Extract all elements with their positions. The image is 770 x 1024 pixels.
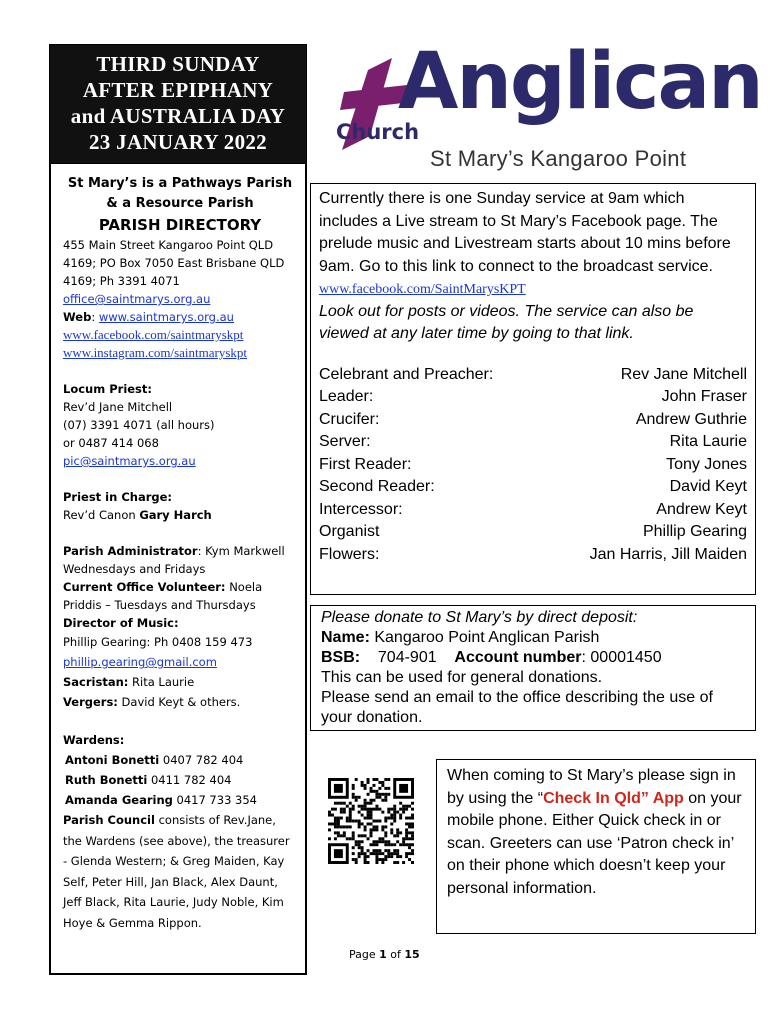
roster-row	[319, 431, 747, 454]
volunteer-label: Current Office Volunteer:	[63, 580, 226, 594]
roster-name: Phillip Gearing	[642, 523, 747, 540]
service-roster	[319, 364, 747, 567]
music-value: Phillip Gearing: Ph 0408 159 473	[63, 635, 253, 649]
roster-row	[319, 454, 747, 477]
roster-row	[319, 521, 747, 544]
admin-days: Wednesdays and Fridays	[63, 562, 206, 576]
account-label: Account number	[454, 649, 582, 666]
roster-role: First Reader:	[319, 455, 412, 473]
roster-role: Flowers:	[319, 545, 380, 563]
warden-row: Ruth Bonetti 0411 782 404	[65, 773, 232, 787]
title-line-1: THIRD SUNDAY	[96, 52, 260, 76]
volunteer-value: Noela Priddis – Tuesdays and Thursdays	[63, 580, 263, 612]
roster-row	[319, 476, 747, 499]
checkin-text-2: on your mobile phone. Either Quick check in or scan. Greeters can use ‘Patron check in’ on their phone which doesn’t keep your personal information.	[447, 789, 742, 897]
web-link[interactable]: www.saintmarys.org.au	[98, 310, 234, 324]
admin-value: : Kym Markwell	[197, 544, 285, 558]
roster-row	[319, 386, 747, 409]
roster-name: Tony Jones	[666, 455, 747, 473]
sacristan-value: Rita Laurie	[128, 675, 195, 689]
roster-name: Rev Jane Mitchell	[620, 365, 747, 383]
warden-row: Amanda Gearing 0417 733 354	[65, 793, 257, 807]
parish-address: 455 Main Street Kangaroo Point QLD 4169; PO Box 7050 East Brisbane QLD 4169; Ph 3391 4071	[63, 238, 285, 288]
locum-phone-1: (07) 3391 4071 (all hours)	[63, 418, 215, 432]
pic-prefix: Rev’d Canon	[63, 508, 140, 522]
page-number: Page 1 of 15	[349, 948, 420, 961]
roster-name: Andrew Keyt	[656, 500, 747, 518]
roster-role: Second Reader:	[319, 478, 435, 495]
roster-name: Jan Harris, Jill Maiden	[589, 545, 747, 563]
locum-name: Rev’d Jane Mitchell	[63, 400, 173, 414]
roster-role: Server:	[319, 433, 371, 450]
roster-role: Crucifer:	[319, 410, 380, 428]
instagram-link[interactable]: www.instagram.com/saintmaryskpt	[63, 345, 248, 360]
locum-label: Locum Priest:	[63, 382, 153, 396]
checkin-text-1: When coming to St Mary’s please sign in by using the “	[447, 767, 736, 807]
pic-label: Priest in Charge:	[63, 490, 173, 504]
roster-name: Rita Laurie	[669, 433, 747, 450]
checkin-app-name: Check In Qld” App	[543, 789, 684, 807]
wardens-label: Wardens:	[63, 733, 125, 747]
donate-line-4: Please send an email to the office describing the use of your donation.	[321, 689, 713, 726]
roster-name: David Keyt	[669, 478, 747, 495]
checkin-box	[436, 759, 756, 934]
logo-church: Church	[336, 120, 420, 144]
locum-email-link[interactable]: pic@saintmarys.org.au	[63, 454, 196, 468]
title-line-4: 23 JANUARY 2022	[89, 130, 267, 154]
roster-row	[319, 409, 747, 432]
music-label: Director of Music:	[63, 616, 179, 630]
donate-line-3: This can be used for general donations.	[321, 669, 603, 686]
parish-council: Parish Council consists of Rev.Jane, the Wardens (see above), the treasurer - Glenda Western; & Greg Maiden, Kay Self, Peter Hill, Jan Black, Alex Daunt, Jeff Black, Rita Laurie, Judy Noble, Kim Hoye & Gemma Rippon.	[63, 813, 290, 930]
account-value: : 00001450	[581, 649, 662, 666]
pathways-line-2: & a Resource Parish	[106, 196, 254, 211]
roster-role: Organist	[319, 523, 380, 540]
title-line-3: and AUSTRALIA DAY	[70, 104, 286, 128]
pathways-line-1: St Mary’s is a Pathways Parish	[67, 176, 293, 191]
donate-heading: Please donate to St Mary’s by direct deposit:	[321, 609, 638, 626]
service-note: Look out for posts or videos. The service can also be viewed at any later time by going to that link.	[319, 302, 694, 342]
facebook-link[interactable]: www.facebook.com/saintmaryskpt	[63, 327, 244, 342]
qr-code-icon[interactable]	[326, 778, 416, 864]
vergers-label: Vergers:	[63, 695, 118, 709]
logo-subtitle: St Mary’s Kangaroo Point	[430, 146, 687, 171]
sacristan-label: Sacristan:	[63, 675, 129, 689]
roster-role: Celebrant and Preacher:	[319, 365, 494, 383]
donate-box	[310, 605, 756, 731]
vergers-value: David Keyt & others.	[117, 695, 241, 709]
web-label: Web	[63, 310, 92, 324]
service-intro: Currently there is one Sunday service at 9am which includes a Live stream to St Mary’s Facebook page. The prelude music and Livestream starts about 10 mins before 9am. Go to this link to connect to the broadcast service.	[319, 190, 731, 275]
parish-directory-sidebar: St Mary’s is a Pathways Parish & a Resource Parish PARISH DIRECTORY 455 Main Street Kangaroo Point QLD 4169; PO Box 7050 East Brisbane QLD 4169; Ph 3391 4071 office@saintmarys.org.au Web: www.saintmarys.org.au www.facebook.com/saintmaryskpt www.instagram.com/saintmaryskpt Locum Priest: Rev’d Jane Mitchell (07) 3391 4071 (all hours) or 0487 414 068 pic@saintmarys.org.au Priest in Charge: Rev’d Canon Gary Harch Parish Administrator: Kym Markwell Wednesdays and Fridays Current Office Volunteer: Noela Priddis – Tuesdays and Thursdays Director of Music: Phillip Gearing: Ph 0408 159 473 phillip.gearing@gmail.com Sacristan: Rita Laurie Vergers: David Keyt & others. Wardens: Antoni Bonetti 0407 782 404 Ruth Bonetti 0411 782 404 Amanda Gearing 0417 733 354 Parish Council consists of Rev.Jane, the Wardens (see above), the treasurer - Glenda Western; & Greg Maiden, Kay Self, Peter Hill, Jan Black, Alex Daunt, Jeff Black, Rita Laurie, Judy Noble, Kim Hoye & Gemma Rippon.	[49, 164, 307, 975]
admin-label: Parish Administrator	[63, 544, 198, 558]
warden-row: Antoni Bonetti 0407 782 404	[65, 753, 244, 767]
roster-name: Andrew Guthrie	[635, 410, 747, 428]
roster-role: Leader:	[319, 388, 374, 405]
bsb-label: BSB:	[321, 649, 361, 666]
office-email-link[interactable]: office@saintmarys.org.au	[63, 292, 211, 306]
donate-name-value: Kangaroo Point Anglican Parish	[369, 629, 600, 646]
locum-phone-2: or 0487 414 068	[63, 436, 159, 450]
roster-row	[319, 499, 747, 522]
roster-row	[319, 364, 747, 387]
service-info-box	[310, 183, 756, 595]
roster-name: John Fraser	[661, 388, 747, 405]
donate-name-label: Name:	[321, 629, 370, 646]
music-email-link[interactable]: phillip.gearing@gmail.com	[63, 655, 217, 669]
roster-row	[319, 544, 747, 567]
facebook-service-link[interactable]: www.facebook.com/SaintMarysKPT	[319, 282, 526, 297]
directory-heading: PARISH DIRECTORY	[98, 216, 262, 234]
pic-name: Gary Harch	[139, 508, 212, 522]
roster-role: Intercessor:	[319, 500, 403, 518]
logo-word: Anglican	[398, 37, 762, 127]
bsb-value: 704-901	[377, 649, 437, 666]
title-block	[49, 44, 307, 164]
title-line-2: AFTER EPIPHANY	[82, 78, 274, 102]
